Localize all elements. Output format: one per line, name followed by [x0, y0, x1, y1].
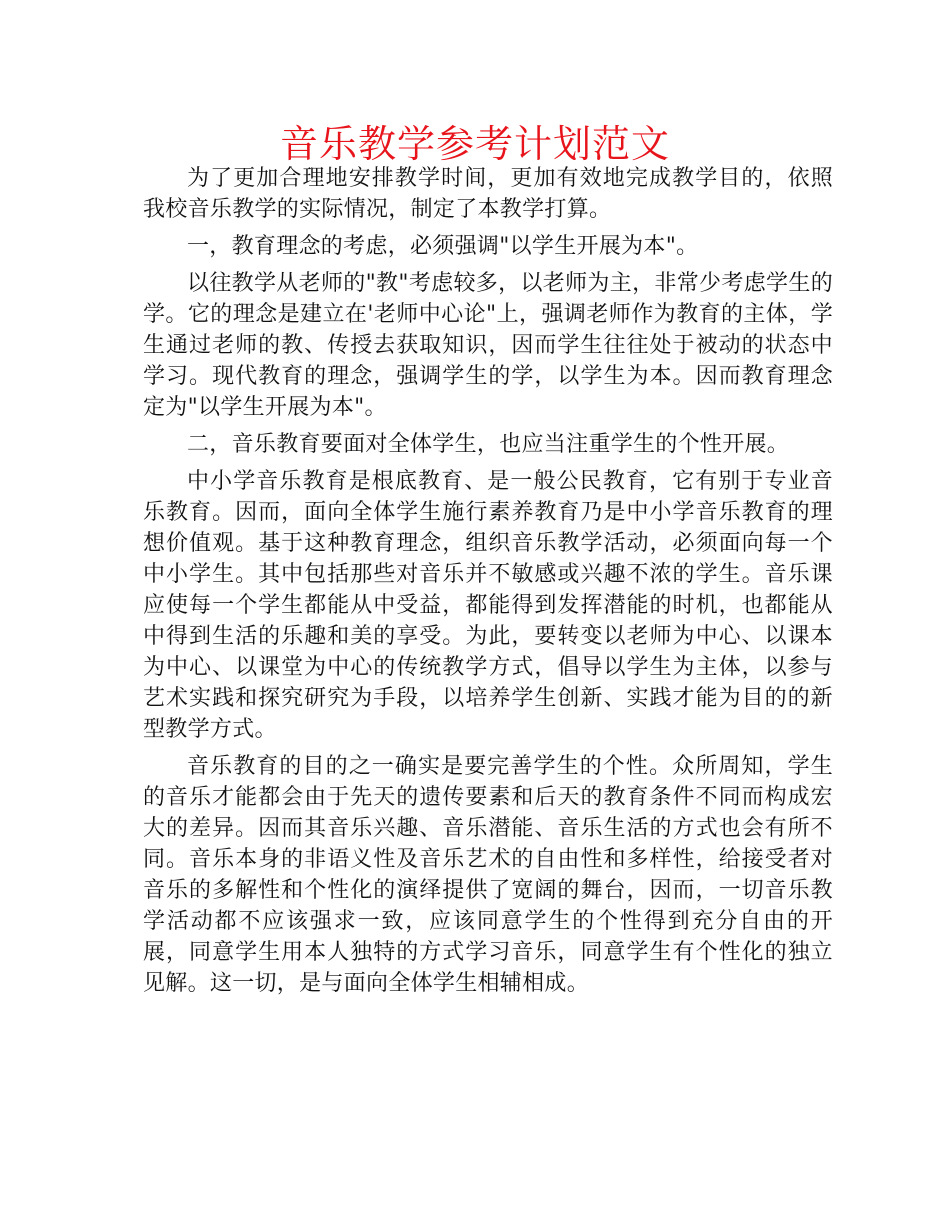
- paragraph-section-3: 音乐教育的目的之一确实是要完善学生的个性。众所周知，学生的音乐才能都会由于先天的遗传要素和后天的教育条件不同而构成宏大的差异。因而其音乐兴趣、音乐潜能、音乐生活的方式也会有所不同。音乐本身的非语义性及音乐艺术的自由性和多样性，给接受者对音乐的多解性和个性化的演绎提供了宽阔的舞台，因而，一切音乐教学活动都不应该强求一致，应该同意学生的个性得到充分自由的开展，同意学生用本人独特的方式学习音乐，同意学生有个性化的独立见解。这一切，是与面向全体学生相辅相成。: [143, 754, 833, 996]
- paragraph-section-1: 以往教学从老师的"教"考虑较多，以老师为主，非常少考虑学生的学。它的理念是建立在'老师中心论"上，强调老师作为教育的主体，学生通过老师的教、传授去获取知识，因而学生往往处于被动的状态中学习。现代教育的理念，强调学生的学，以学生为本。因而教育理念定为"以学生开展为本"。: [143, 271, 833, 420]
- document-body: [143, 163, 833, 999]
- paragraph-intro: 为了更加合理地安排教学时间，更加有效地完成教学目的，依照我校音乐教学的实际情况，制定了本教学打算。: [143, 166, 833, 222]
- document-title: 音乐教学参考计划范文: [279, 122, 670, 166]
- paragraph-section-2: 中小学音乐教育是根底教育、是一般公民教育，它有别于专业音乐教育。因而，面向全体学生施行素养教育乃是中小学音乐教育的理想价值观。基于这种教育理念，组织音乐教学活动，必须面向每一个中小学生。其中包括那些对音乐并不敏感或兴趣不浓的学生。音乐课应使每一个学生都能从中受益，都能得到发挥潜能的时机，也都能从中得到生活的乐趣和美的享受。为此，要转变以老师为中心、以课本为中心、以课堂为中心的传统教学方式，倡导以学生为主体，以参与艺术实践和探究研究为手段，以培养学生创新、实践才能为目的的新型教学方式。: [143, 469, 833, 742]
- paragraph-heading-1: 一，教育理念的考虑，必须强调"以学生开展为本"。: [187, 234, 699, 259]
- paragraph-heading-2: 二，音乐教育要面对全体学生，也应当注重学生的个性开展。: [187, 432, 790, 457]
